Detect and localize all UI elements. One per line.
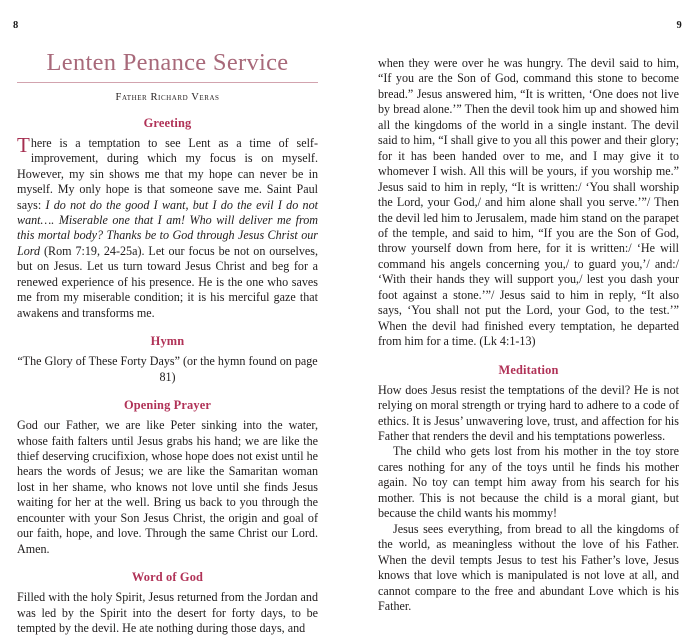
greeting-text-part1: here is a temptation to see Lent as a time of self-improvement, during which my focus is on myself. However, my sin shows me that my hope can never be in myself. My only hope is that someone save me. Saint Paul says: — [17, 135, 318, 212]
section-heading-opening-prayer: Opening Prayer — [123, 398, 212, 413]
section-heading-meditation: Meditation — [498, 362, 559, 377]
section-heading-hymn: Hymn — [150, 334, 185, 349]
opening-prayer-paragraph: God our Father, we are like Peter sinking into the water, whose faith falters until Jesus grabs his hand; we are like the thief deserving crucifixion, whose hope does not exist until he hears the words of Jesus; we are like the Samaritan woman lost in her shame, who knows not love until she finds Jesus waiting for her at the well. Bring us back to you through the encounter with your Son Jesus Christ, the origin and goal of our faith, hope, and love. Through the same Christ our Lord. Amen. — [17, 418, 318, 556]
section-heading-greeting: Greeting — [143, 115, 192, 130]
title-divider — [17, 82, 318, 83]
greeting-paragraph — [17, 132, 318, 321]
author-byline: Father Richard Veras — [115, 91, 220, 103]
right-column — [378, 0, 679, 614]
greeting-scripture-quote: I do not do the good I want, but I do the evil I do not want…. Miserable one that I am! Who will deliver me from this mortal body? Thanks be to God through Jesus Christ our Lord — [17, 197, 318, 258]
page-title: Lenten Penance Service — [46, 49, 289, 76]
word-of-god-paragraph: Filled with the holy Spirit, Jesus returned from the Jordan and was led by the Spirit into the desert for forty days, to be tempted by the devil. He ate nothing during those days, and — [17, 590, 318, 636]
left-page — [0, 0, 348, 636]
page-number-left: 8 — [13, 20, 19, 31]
page-number-right: 9 — [676, 20, 682, 31]
word-of-god-continued-paragraph: when they were over he was hungry. The devil said to him, “If you are the Son of God, command this stone to become bread.” Jesus answered him, “It is written, ‘One does not live by bread alone.’” Then the devil took him up and showed him all the kingdoms of the world in a single instant. The devil said to him, “I shall give to you all this power and their glory; for it has been handed over to me, and I may give it to whomever I wish. All this will be yours, if you worship me.” Jesus said to him in reply, “It is written:/ ‘You shall worship the Lord, your God,/ and him alone shall you serve.’”/ Then the devil led him to Jerusalem, made him stand on the parapet of the temple, and said to him, “If you are the Son of God, throw yourself down from here, for it is written:/ ‘He will command his angels concerning you,/ to guard you,’/ and:/ ‘With their hands they will support you,/ lest you dash your foot against a stone.’”/ Jesus said to him in reply, “It also says, ‘You shall not put the Lord, your God, to the test.’” When the devil had finished every temptation, he departed from him for a time. (Lk 4:1-13) — [378, 56, 679, 349]
hymn-title-line: “The Glory of These Forty Days” (or the hymn found on page 81) — [17, 354, 318, 384]
meditation-paragraph-3: Jesus sees everything, from bread to all the kingdoms of the world, as meaningless without the love of his Father. When the devil tempts Jesus to test his Father’s love, Jesus knows that love which is manipulated is not love at all, and cannot compare to the free and abundant Love which is his Father. — [378, 521, 679, 613]
left-column — [17, 0, 318, 637]
section-heading-word-of-god: Word of God — [131, 570, 204, 585]
drop-cap-letter: T — [17, 132, 30, 157]
greeting-text-part2: (Rom 7:19, 24-25a). Let our focus be not on ourselves, but on Jesus. Let us turn toward Jesus Christ and beg for a renewed experience of his presence. He is the one who saves me from my miserable condition; it is his merciful gaze that awakens and transforms me. — [17, 243, 318, 320]
meditation-paragraph-2: The child who gets lost from his mother in the toy store cares nothing for any of the toys until he finds his mother again. No toy can tempt him away from his search for his mother. This is not because the child is a moral giant, but because the child wants his mommy! — [378, 444, 679, 521]
right-page — [348, 0, 696, 613]
meditation-paragraph-1: How does Jesus resist the temptations of the devil? He is not relying on moral strength or trying hard to adhere to a code of ethics. It is Jesus’ unwavering love, trust, and affection for his Father that renders the devil and his temptations powerless. — [378, 382, 679, 443]
